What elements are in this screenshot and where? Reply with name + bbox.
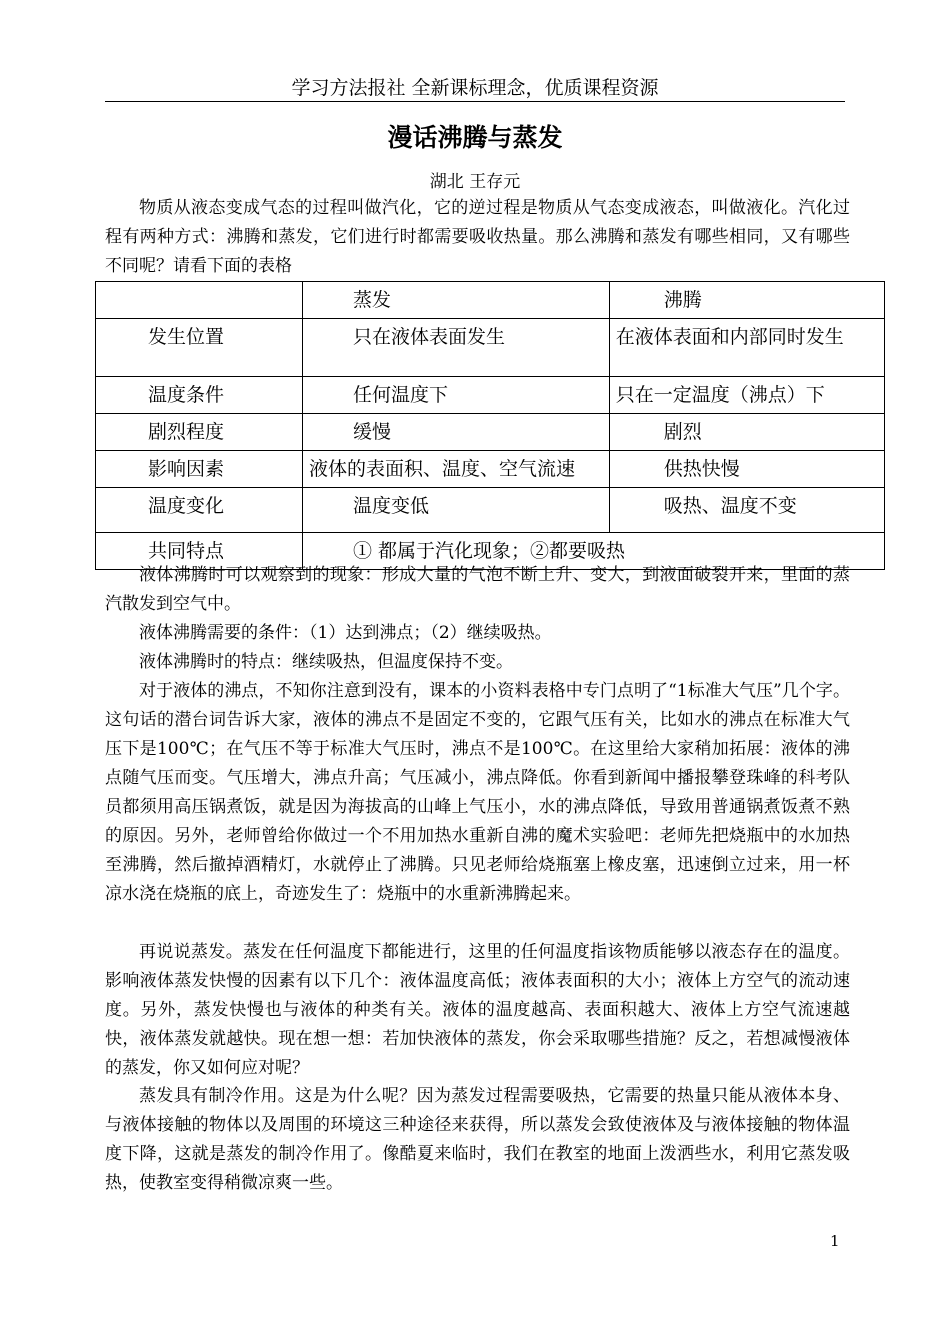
table-cell: 任何温度下 bbox=[302, 377, 609, 414]
table-header-row bbox=[96, 282, 885, 319]
page-number: 1 bbox=[830, 1232, 840, 1250]
table-row bbox=[96, 414, 885, 451]
body-paragraph: 对于液体的沸点，不知你注意到没有，课本的小资料表格中专门点明了“1标准大气压”几个字。这句话的潜台词告诉大家，液体的沸点不是固定不变的，它跟气压有关，比如水的沸点在标准大气压下是100℃；在气压不等于标准大气压时，沸点不是100℃。在这里给大家稍加拓展：液体的沸点随气压而变。气压增大，沸点升高；气压减小，沸点降低。你看到新闻中播报攀登珠峰的科考队员都须用高压锅煮饭，就是因为海拔高的山峰上气压小，水的沸点降低，导致用普通锅煮饭煮不熟的原因。另外，老师曾给你做过一个不用加热水重新自沸的魔术实验吧：老师先把烧瓶中的水加热至沸腾，然后撤掉酒精灯，水就停止了沸腾。只见老师给烧瓶塞上橡皮塞，迅速倒立过来，用一杯凉水浇在烧瓶的底上，奇迹发生了：烧瓶中的水重新沸腾起来。 bbox=[105, 681, 850, 904]
intro-paragraph: 物质从液态变成气态的过程叫做汽化，它的逆过程是物质从气态变成液态，叫做液化。汽化过程有两种方式：沸腾和蒸发，它们进行时都需要吸收热量。那么沸腾和蒸发有哪些相同，又有哪些不同呢？请看下面的表格 bbox=[105, 198, 850, 276]
table-cell: 共同特点 bbox=[96, 533, 303, 570]
table-cell: 温度变低 bbox=[302, 488, 609, 533]
table-row bbox=[96, 377, 885, 414]
body-paragraph: 液体沸腾需要的条件：（1）达到沸点；（2）继续吸热。 bbox=[139, 623, 552, 643]
table-header-cell: 蒸发 bbox=[302, 282, 609, 319]
header-rule bbox=[105, 101, 845, 102]
table-row bbox=[96, 451, 885, 488]
body-paragraph: 液体沸腾时的特点：继续吸热，但温度保持不变。 bbox=[139, 652, 513, 672]
table-cell: 液体的表面积、温度、空气流速 bbox=[302, 451, 609, 488]
table-header-cell: 沸腾 bbox=[609, 282, 884, 319]
table-cell: 只在液体表面发生 bbox=[302, 319, 609, 377]
table-cell: 剧烈 bbox=[609, 414, 884, 451]
table-header-cell bbox=[96, 282, 303, 319]
table-cell: 温度变化 bbox=[96, 488, 303, 533]
table-cell: 影响因素 bbox=[96, 451, 303, 488]
article-title: 漫话沸腾与蒸发 bbox=[387, 123, 563, 152]
table-cell: 只在一定温度（沸点）下 bbox=[609, 377, 884, 414]
table-cell: 剧烈程度 bbox=[96, 414, 303, 451]
author-line: 湖北 王存元 bbox=[429, 172, 521, 192]
table-row bbox=[96, 319, 885, 377]
body-paragraph: 蒸发具有制冷作用。这是为什么呢？因为蒸发过程需要吸热，它需要的热量只能从液体本身、与液体接触的物体以及周围的环境这三种途径来获得，所以蒸发会致使液体及与液体接触的物体温度下降，这就是蒸发的制冷作用了。像酷夏来临时，我们在教室的地面上泼洒些水，利用它蒸发吸热，使教室变得稍微凉爽一些。 bbox=[105, 1086, 850, 1193]
table-cell: 供热快慢 bbox=[609, 451, 884, 488]
body-paragraph: 再说说蒸发。蒸发在任何温度下都能进行，这里的任何温度指该物质能够以液态存在的温度。影响液体蒸发快慢的因素有以下几个：液体温度高低；液体表面积的大小；液体上方空气的流动速度。另外，蒸发快慢也与液体的种类有关。液体的温度越高、表面积越大、液体上方空气流速越快，液体蒸发就越快。现在想一想：若加快液体的蒸发，你会采取哪些措施？反之，若想减慢液体的蒸发，你又如何应对呢？ bbox=[105, 942, 850, 1078]
table-cell: 缓慢 bbox=[302, 414, 609, 451]
body-paragraph: 液体沸腾时可以观察到的现象：形成大量的气泡不断上升、变大，到液面破裂开来，里面的蒸汽散发到空气中。 bbox=[105, 565, 850, 614]
table-cell: 吸热、温度不变 bbox=[609, 488, 884, 533]
table-common-cell: ① 都属于汽化现象；②都要吸热 bbox=[302, 533, 884, 570]
table-cell: 温度条件 bbox=[96, 377, 303, 414]
table-cell: 发生位置 bbox=[96, 319, 303, 377]
table-row bbox=[96, 488, 885, 533]
table-cell: 在液体表面和内部同时发生 bbox=[609, 319, 884, 377]
page-header: 学习方法报社 全新课标理念，优质课程资源 bbox=[291, 77, 659, 99]
comparison-table bbox=[95, 281, 885, 570]
